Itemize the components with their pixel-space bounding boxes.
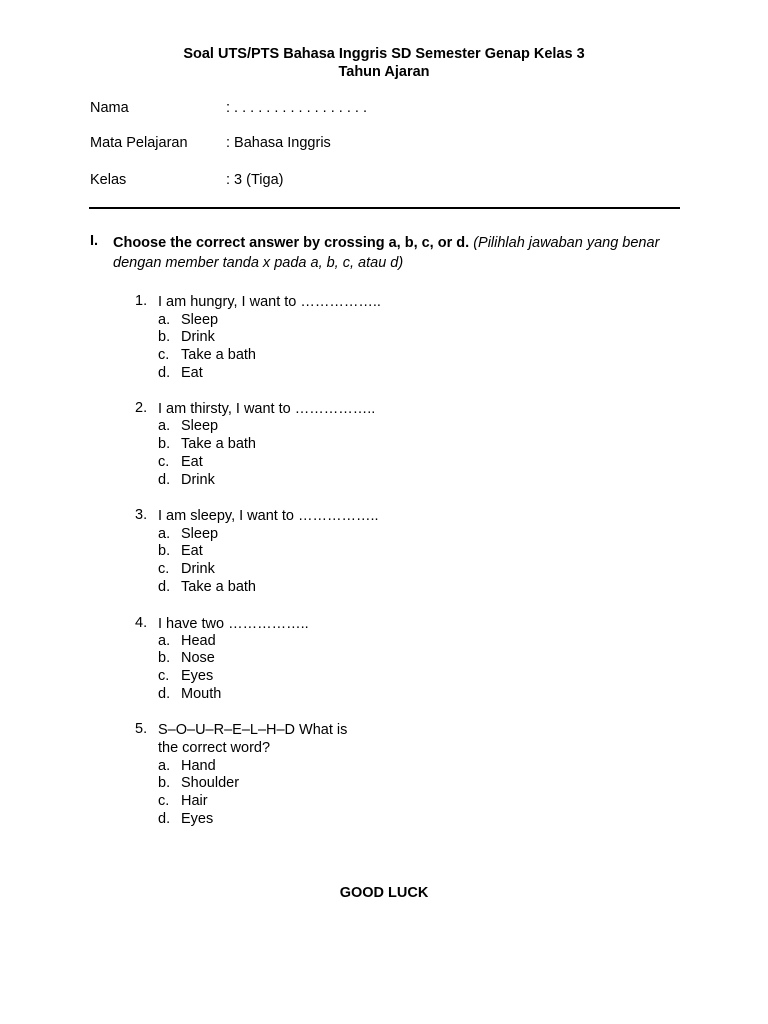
- option-text: Eat: [181, 543, 203, 559]
- option-letter: d.: [158, 811, 171, 827]
- option-letter: d.: [158, 579, 171, 595]
- info-value-mata-pelajaran: : Bahasa Inggris: [226, 135, 331, 151]
- question-number: 5.: [135, 721, 148, 737]
- option-letter: c.: [158, 454, 170, 470]
- option-letter: a.: [158, 758, 171, 774]
- option-text: Sleep: [181, 312, 219, 328]
- option-text: Eat: [181, 454, 203, 470]
- option-letter: a.: [158, 526, 171, 542]
- info-value-kelas: : 3 (Tiga): [226, 172, 284, 188]
- option-letter: c.: [158, 561, 170, 577]
- option-text: Shoulder: [181, 775, 240, 791]
- document-subtitle: Tahun Ajaran: [338, 64, 430, 80]
- instruction-text: Choose the correct answer by crossing a, b, c, or d.: [113, 235, 470, 251]
- option-text: Eyes: [181, 668, 214, 684]
- question-text: S–O–U–R–E–L–H–D What is the correct word?: [158, 722, 348, 756]
- question-text: I am thirsty, I want to ……………..: [158, 401, 376, 417]
- info-label-nama: Nama: [90, 100, 129, 116]
- info-label-kelas: Kelas: [90, 172, 127, 188]
- question-text: I am hungry, I want to ……………..: [158, 294, 381, 310]
- option-text: Take a bath: [181, 347, 256, 363]
- option-letter: c.: [158, 347, 170, 363]
- option-text: Take a bath: [181, 579, 256, 595]
- info-value-nama: : . . . . . . . . . . . . . . . . .: [226, 100, 367, 116]
- option-letter: d.: [158, 365, 171, 381]
- option-text: Sleep: [181, 526, 219, 542]
- option-text: Eyes: [181, 811, 214, 827]
- question-number: 3.: [135, 507, 148, 523]
- option-letter: d.: [158, 472, 171, 488]
- document-title: Soal UTS/PTS Bahasa Inggris SD Semester Genap Kelas 3: [183, 46, 585, 62]
- option-text: Hair: [181, 793, 208, 809]
- question-number: 4.: [135, 615, 148, 631]
- option-text: Drink: [181, 561, 215, 577]
- option-text: Nose: [181, 650, 215, 666]
- option-letter: c.: [158, 793, 170, 809]
- question-number: 2.: [135, 400, 148, 416]
- option-text: Eat: [181, 365, 203, 381]
- option-letter: d.: [158, 686, 171, 702]
- option-text: Drink: [181, 472, 215, 488]
- instruction-translation: (Pilihlah jawaban yang benar dengan member tanda x pada a, b, c, atau d): [113, 235, 660, 271]
- option-text: Drink: [181, 329, 215, 345]
- option-text: Mouth: [181, 686, 222, 702]
- option-letter: b.: [158, 436, 171, 452]
- option-letter: b.: [158, 329, 171, 345]
- option-letter: a.: [158, 312, 171, 328]
- section-number: I.: [90, 233, 99, 249]
- option-text: Take a bath: [181, 436, 256, 452]
- option-letter: b.: [158, 543, 171, 559]
- option-text: Hand: [181, 758, 216, 774]
- option-letter: b.: [158, 650, 171, 666]
- question-text: I have two ……………..: [158, 616, 309, 632]
- section-instruction: [113, 233, 673, 273]
- question-text: I am sleepy, I want to ……………..: [158, 508, 379, 524]
- option-letter: c.: [158, 668, 170, 684]
- info-label-mata-pelajaran: Mata Pelajaran: [90, 135, 188, 151]
- option-letter: a.: [158, 633, 171, 649]
- question-number: 1.: [135, 293, 148, 309]
- option-letter: a.: [158, 418, 171, 434]
- option-text: Head: [181, 633, 216, 649]
- option-letter: b.: [158, 775, 171, 791]
- closing-text: GOOD LUCK: [339, 885, 429, 901]
- option-text: Sleep: [181, 418, 219, 434]
- divider-line: [89, 207, 680, 209]
